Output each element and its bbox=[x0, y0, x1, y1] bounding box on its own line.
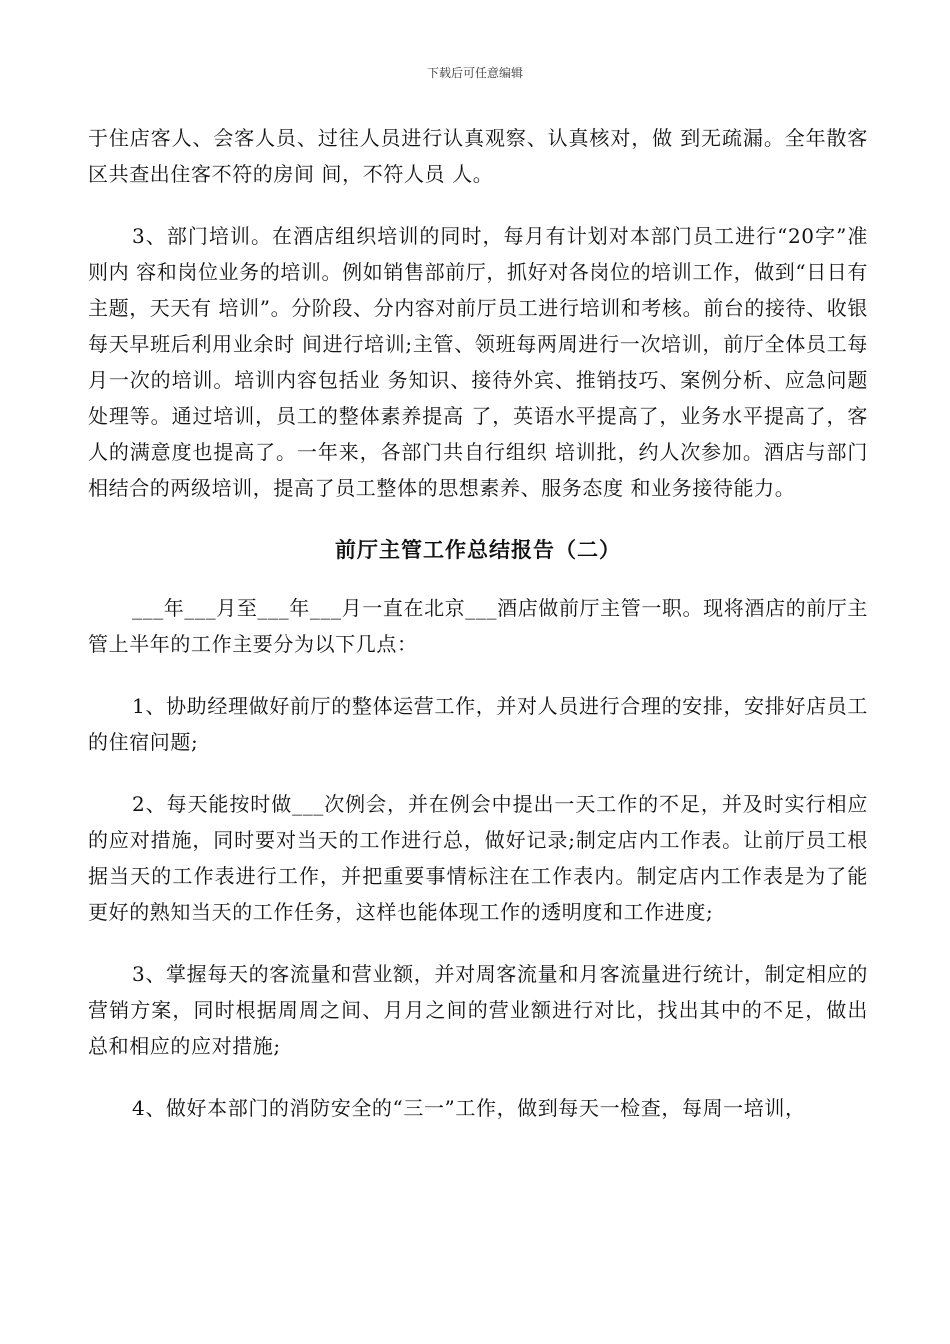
paragraph-item-4: 4、做好本部门的消防安全的“三一”工作，做到每天一检查，每周一培训， bbox=[132, 1096, 806, 1120]
paragraph-item-2: 2、每天能按时做___次例会，并在例会中提出一天工作的不足，并及时实行相应的应对措施，同时要对当天的工作进行总，做好记录;制定店内工作表。让前厅员工根据当天的工作表进行工作，并把重要事情标注在工作表内。制定店内工作表是为了能更好的熟知当天的工作任务，这样也能体现工作的透明度和工作进度; bbox=[88, 792, 868, 924]
section-title: 前厅主管工作总结报告（二） bbox=[335, 538, 621, 562]
paragraph-item-3: 3、掌握每天的客流量和营业额，并对周客流量和月客流量进行统计，制定相应的营销方案，同时根据周周之间、月月之间的营业额进行对比，找出其中的不足，做出总和相应的应对措施; bbox=[88, 962, 868, 1058]
paragraph-department-training: 3、部门培训。在酒店组织培训的同时，每月有计划对本部门员工进行“20字”准则内 容和岗位业务的培训。例如销售部前厅，抓好对各岗位的培训工作，做到“日日有主题，天天有 培训”。分阶段、分内容对前厅员工进行培训和考核。前台的接待、收银每天早班后利用业余时 间进行培训;主管、领班每两周进行一次培训，前厅全体员工每月一次的培训。培训内容包括业 务知识、接待外宾、推销技巧、案例分析、应急问题处理等。通过培训，员工的整体素养提高 了，英语水平提高了，业务水平提高了，客人的满意度也提高了。一年来，各部门共自行组织 培训批，约人次参加。酒店与部门相结合的两级培训，提高了员工整体的思想素养、服务态度 和业务接待能力。 bbox=[88, 224, 868, 500]
document-body bbox=[88, 120, 868, 1152]
paragraph-continuation: 于住店客人、会客人员、过往人员进行认真观察、认真核对，做 到无疏漏。全年散客区共查出住客不符的房间 间，不符人员 人。 bbox=[88, 126, 868, 186]
paragraph-intro: ___年___月至___年___月一直在北京___酒店做前厅主管一职。现将酒店的前厅主管上半年的工作主要分为以下几点： bbox=[88, 596, 868, 656]
paragraph-item-1: 1、协助经理做好前厅的整体运营工作，并对人员进行合理的安排，安排好店员工的住宿问题; bbox=[88, 694, 868, 754]
header-note: 下载后可任意编辑 bbox=[426, 66, 523, 80]
